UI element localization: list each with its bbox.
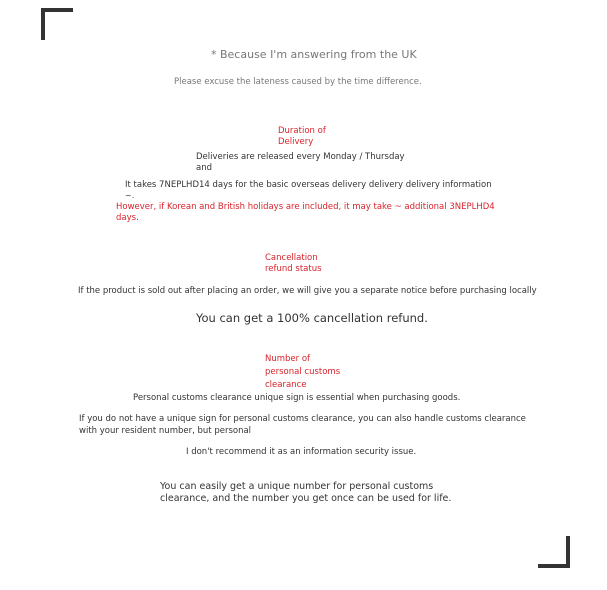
cancellation-title-line2: refund status xyxy=(265,264,322,274)
holiday-warning-line1: However, if Korean and British holidays are included, it may take ~ additional 3NEPLHD4 xyxy=(116,202,495,212)
unique-number-line2: clearance, and the number you get once can be used for life. xyxy=(160,493,452,504)
cancellation-title-line1: Cancellation xyxy=(265,253,318,263)
refund-statement: You can get a 100% cancellation refund. xyxy=(196,311,428,325)
customs-title-line2: personal customs xyxy=(265,367,341,377)
delivery-title-line1: Duration of xyxy=(278,126,326,136)
bottom-right-corner-bracket xyxy=(538,536,570,568)
resident-number-line1: If you do not have a unique sign for personal customs clearance, you can also handle customs clearance xyxy=(79,414,526,424)
uk-note: * Because I'm answering from the UK xyxy=(211,48,417,61)
sold-out-notice: If the product is sold out after placing an order, we will give you a separate notice before purchasing locally xyxy=(78,286,537,296)
delivery-duration-line2: ~. xyxy=(125,191,135,200)
customs-title-line3: clearance xyxy=(265,380,307,390)
holiday-warning-line2: days. xyxy=(116,213,139,223)
security-recommendation: I don't recommend it as an information security issue. xyxy=(186,447,417,457)
customs-title-line1: Number of xyxy=(265,354,311,364)
customs-essential-note: Personal customs clearance unique sign is essential when purchasing goods. xyxy=(133,393,461,403)
delivery-duration-line1: It takes 7NEPLHD14 days for the basic overseas delivery delivery delivery information xyxy=(125,180,492,190)
time-difference-note: Please excuse the lateness caused by the time difference. xyxy=(174,77,422,87)
top-left-corner-bracket xyxy=(41,8,73,40)
release-schedule-line1: Deliveries are released every Monday / Thursday xyxy=(196,152,405,162)
resident-number-line2: with your resident number, but personal xyxy=(79,426,252,436)
release-schedule-line2: and xyxy=(196,163,212,173)
unique-number-line1: You can easily get a unique number for personal customs xyxy=(160,481,434,492)
delivery-title-line2: Delivery xyxy=(278,137,314,147)
